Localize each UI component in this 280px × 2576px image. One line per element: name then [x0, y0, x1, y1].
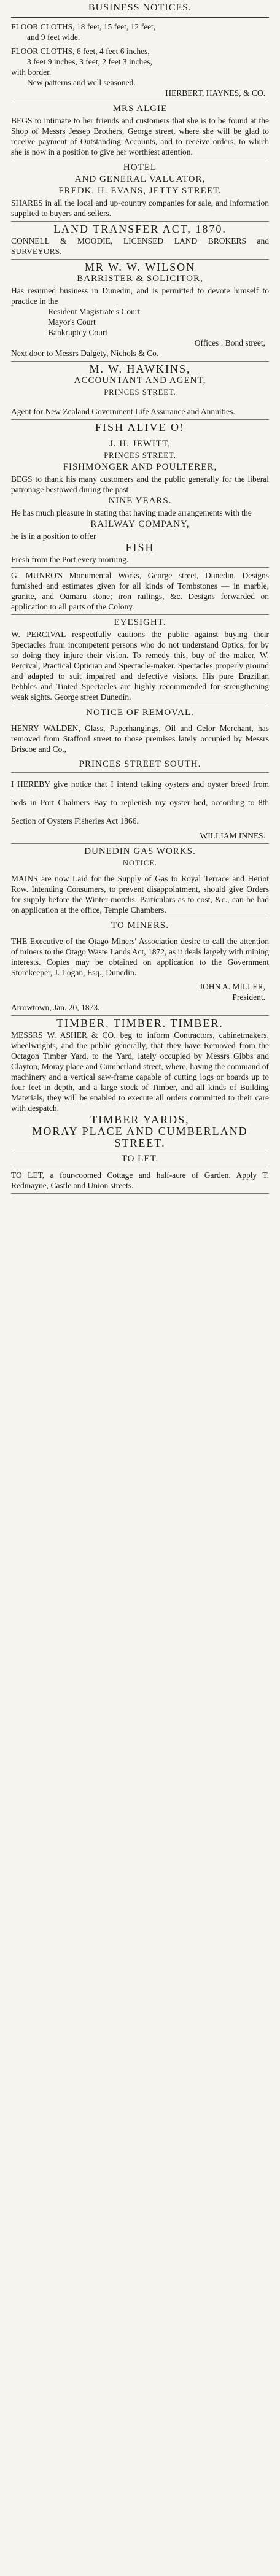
percival-title: EYESIGHT. [114, 617, 166, 627]
jewitt-fish: FISH [125, 541, 155, 554]
ad-jewitt [11, 422, 269, 565]
miners-signature-role: President. [232, 992, 265, 1002]
divider [11, 1193, 269, 1194]
evans-title: AND GENERAL VALUATOR, [74, 174, 206, 184]
newspaper-column [11, 0, 269, 1194]
wilson-court: Mayor's Court [48, 317, 96, 327]
wilson-court: Resident Magistrate's Court [48, 307, 141, 316]
ad-evans [11, 163, 269, 219]
ad-land-transfer [11, 224, 269, 257]
hawkins-subtitle: ACCOUNTANT AND AGENT, [74, 376, 206, 385]
walden-body: HENRY WALDEN, Glass, Paperhangings, Oil and Celor Merchant, has removed from Stafford street to those premises lately occupied by Messrs Briscoe and Co., [11, 724, 269, 754]
ad-walden [11, 708, 269, 770]
ad-hawkins [11, 364, 269, 417]
tolet-title: TO LET. [121, 1154, 159, 1164]
jewitt-years: NINE YEARS. [108, 496, 172, 506]
divider [11, 1015, 269, 1016]
jewitt-body4: Fresh from the Port every morning. [11, 555, 129, 564]
jewitt-railway: RAILWAY COMPANY, [90, 519, 190, 529]
land-body: CONNELL & MOODIE, LICENSED LAND BROKERS and SURVEYORS. [11, 236, 269, 256]
divider [11, 17, 269, 18]
jewitt-body2: He has much pleasure in stating that having made arrangements with the [11, 508, 252, 517]
hawkins-street: PRINCES STREET. [104, 388, 176, 396]
timber-yards: STREET. [114, 1137, 166, 1149]
floorcloths-line: with border. [11, 68, 52, 77]
hawkins-body: Agent for New Zealand Government Life Assurance and Annuities. [11, 407, 235, 416]
wilson-subtitle: BARRISTER & SOLICITOR, [77, 274, 203, 284]
divider [11, 843, 269, 844]
divider [11, 361, 269, 362]
divider [11, 259, 269, 260]
algie-body: BEGS to intimate to her friends and customers that she is to be found at the Shop of Messrs Jessep Brothers, George street, where she will be glad to receive payment of Outstanding Accounts, and to receive orders, to which she is now in a position to give her worthiest attention. [11, 116, 269, 157]
ad-percival [11, 617, 269, 702]
divider [11, 772, 269, 773]
timber-body: MESSRS W. ASHER & CO. beg to inform Contractors, cabinetmakers, wheelwrights, and the public generally, that they have Removed from the Octagon Timber Yard, to the Yard, lately occupied by Messrs Gibbs and Clayton, Moray place and Cumberland street, where, having the command of machinery and a vertical saw-frame capable of cutting logs or boards up to four feet in depth, and a large stock of Timber, and all kinds of Building Materials, they will be enabled to execute all orders committed to their care with despatch. [11, 1031, 269, 1113]
floorcloths-line: and 9 feet wide. [27, 33, 80, 42]
divider [11, 419, 269, 420]
ad-wilson [11, 262, 269, 358]
divider [11, 567, 269, 568]
floorcloths-note: New patterns and well seasoned. [27, 78, 136, 87]
evans-body: SHARES in all the local and up-country companies for sale, and information supplied to buyers and sellers. [11, 198, 269, 218]
walden-street: PRINCES STREET SOUTH. [79, 759, 201, 769]
timber-yards: TIMBER YARDS, [90, 1113, 190, 1126]
jewitt-trade: FISHMONGER AND POULTERER, [63, 462, 217, 472]
wilson-body: Has resumed business in Dunedin, and is permitted to devote himself to practice in the [11, 286, 269, 306]
timber-title: TIMBER. TIMBER. TIMBER. [56, 1017, 224, 1029]
floorcloths-signature: HERBERT, HAYNES, & CO. [165, 88, 265, 98]
ad-miners [11, 921, 269, 1013]
ad-gas [11, 846, 269, 915]
ad-innes [11, 775, 269, 841]
algie-title: MRS ALGIE [112, 104, 168, 114]
floorcloths-line: FLOOR CLOTHS, 18 feet, 15 feet, 12 feet, [11, 22, 156, 31]
divider [11, 221, 269, 222]
evans-title: HOTEL [123, 163, 157, 172]
timber-yards: MORAY PLACE AND CUMBERLAND [32, 1125, 248, 1137]
divider [11, 614, 269, 615]
floorcloths-line: 3 feet 9 inches, 3 feet, 2 feet 3 inches, [27, 57, 152, 66]
jewitt-name: J. H. JEWITT, [109, 439, 171, 449]
jewitt-street: PRINCES STREET, [104, 451, 176, 460]
miners-body: THE Executive of the Otago Miners' Association desire to call the attention of miners to the Otago Waste Lands Act, 1872, as it deals largely with mining interests. Copies may be obtained on application to the Government Storekeeper, J. Logan, Esq., Dunedin. [11, 937, 269, 977]
miners-date: Arrowtown, Jan. 20, 1873. [11, 1003, 100, 1012]
hawkins-title: M. W. HAWKINS, [89, 363, 191, 375]
jewitt-body: BEGS to thank his many customers and the public generally for the liberal patronage bestowed during the past [11, 474, 269, 494]
evans-title: FREDK. H. EVANS, JETTY STREET. [58, 186, 222, 196]
gas-title: DUNEDIN GAS WORKS. [84, 846, 196, 856]
percival-body: W. PERCIVAL respectfully cautions the public against buying their Spectacles from incompetent persons who do not understand Optics, for by so doing they injure their vision. To remedy this, buy of the maker, W. Percival, Practical Optician and Spectacle-maker. Spectacles properly ground and adapted to suit impaired and defective visions. His pure Brazilian Pebbles and Tinted Spectacles are highly recommended for strengthening weak sights. George street Dunedin. [11, 630, 269, 702]
jewitt-title: FISH ALIVE O! [95, 421, 185, 433]
ad-munro [11, 570, 269, 612]
tolet-body: TO LET, a four-roomed Cottage and half-acre of Garden. Apply T. Redmayne, Castle and Union streets. [11, 1170, 269, 1190]
wilson-offices: Offices : Bond street, [194, 338, 265, 347]
land-title: LAND TRANSFER ACT, 1870. [53, 223, 227, 235]
munro-body: G. MUNRO'S Monumental Works, George street, Dunedin. Designs furnished and estimates given for all kinds of Tombstones — in marble, granite, and Oamaru stone; iron railings, &c. Designs forwarded on application to all parts of the Colony. [11, 571, 269, 611]
section-heading: BUSINESS NOTICES. [88, 2, 192, 13]
innes-body: I HEREBY give notice that I intend taking oysters and oyster breed from beds in Port Chalmers Bay to replenish my oyster bed, according to 8th Section of Oysters Fisheries Act 1866. [11, 779, 269, 826]
wilson-next: Next door to Messrs Dalgety, Nichols & Co. [11, 349, 159, 358]
floorcloths-line: FLOOR CLOTHS, 6 feet, 4 feet 6 inches, [11, 47, 150, 56]
miners-title: TO MINERS. [111, 921, 169, 930]
wilson-court: Bankruptcy Court [48, 328, 108, 337]
ad-algie [11, 104, 269, 157]
innes-signature: WILLIAM INNES. [200, 831, 265, 840]
jewitt-body3: he is in a position to offer [11, 532, 96, 541]
ad-tolet [11, 1154, 269, 1191]
miners-signature: JOHN A. MILLER, [199, 982, 265, 991]
walden-title: NOTICE OF REMOVAL. [86, 708, 194, 717]
wilson-title: MR W. W. WILSON [84, 261, 196, 273]
gas-subtitle: NOTICE. [123, 859, 157, 867]
gas-body: MAINS are now Laid for the Supply of Gas to Royal Terrace and Heriot Row. Intending Consumers, to prevent disappointment, should give Orders for supply before the Winter months. Particulars as to cost, &c., can be had on application at the office, Temple Chambers. [11, 874, 269, 915]
ad-floorcloths [11, 21, 269, 98]
ad-timber [11, 1018, 269, 1148]
